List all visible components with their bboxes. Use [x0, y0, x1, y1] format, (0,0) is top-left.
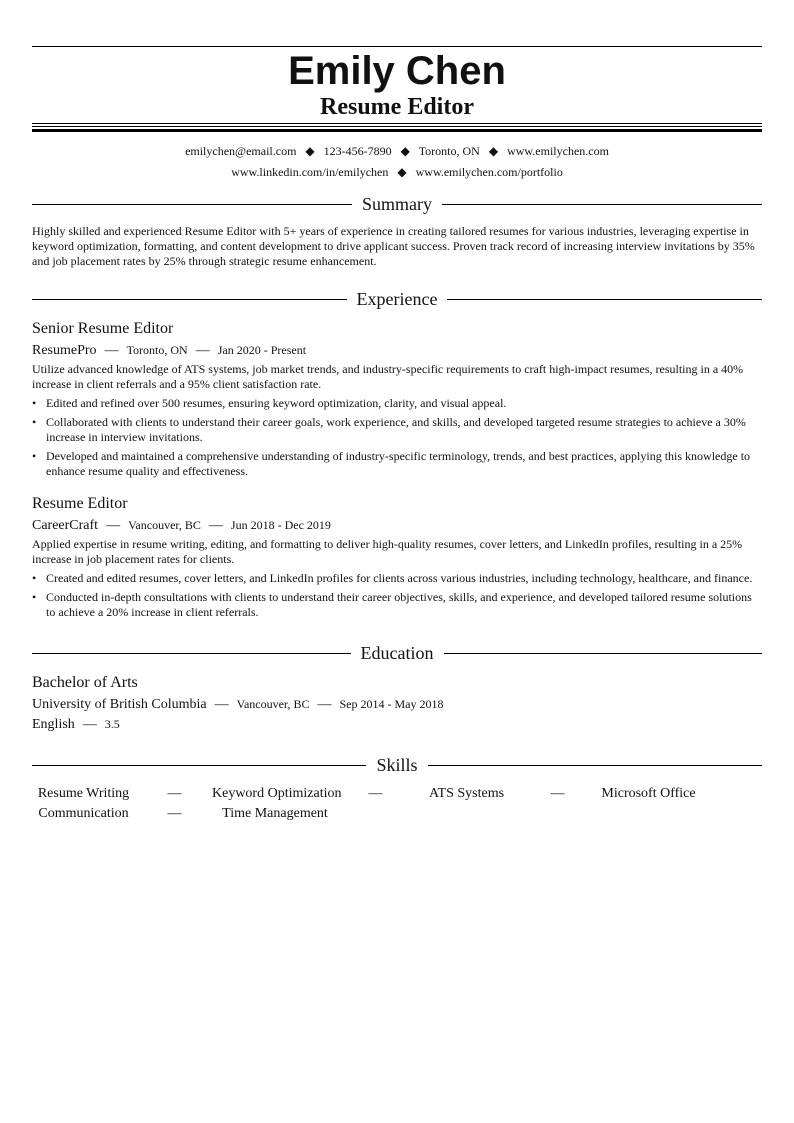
dash-separator: —	[167, 786, 182, 801]
section-rule	[32, 653, 351, 654]
major-meta	[32, 715, 120, 734]
phone-number: 123-456-7890	[323, 144, 392, 158]
job-dates: Jan 2020 - Present	[217, 343, 307, 357]
dash-separator: —	[208, 518, 223, 533]
bullet-text: Collaborated with clients to understand their career goals, work experience, and skills, and developed targeted resume strategies to achieve a 30% increase in interview invitations.	[46, 415, 746, 444]
bullet-item	[32, 415, 756, 445]
diamond-separator-icon: ◆	[305, 144, 315, 158]
dash-separator: —	[82, 717, 97, 732]
section-title: Skills	[376, 755, 418, 775]
skills-heading	[32, 753, 762, 777]
job-dates: Jun 2018 - Dec 2019	[230, 518, 331, 532]
degree: Bachelor of Arts	[32, 674, 138, 691]
bullet-text: Conducted in-depth consultations with clients to understand their career objectives, skills, and experience, and developed tailored resume solutions to achieve a 20% increase in client referrals.	[46, 590, 752, 619]
location: Toronto, ON	[418, 144, 480, 158]
school-dates: Sep 2014 - May 2018	[339, 697, 444, 711]
dash-separator: —	[195, 343, 210, 358]
job-title: Resume Editor	[32, 495, 128, 512]
job-bullets	[32, 571, 756, 624]
job-description: Utilize advanced knowledge of ATS systems, job market trends, and industry-specific requirements to craft high-impact resumes, resulting in a 40% increase in client referrals and a 95% client satisfaction rate.	[32, 362, 744, 391]
section-title: Experience	[356, 289, 438, 309]
dash-separator: —	[214, 697, 229, 712]
skill-item: Resume Writing	[37, 786, 130, 801]
dash-separator: —	[167, 806, 182, 821]
skills-grid	[30, 784, 730, 824]
header-rule	[32, 126, 762, 127]
bullet-text: Edited and refined over 500 resumes, ensuring keyword optimization, clarity, and visual appeal.	[46, 396, 507, 410]
major: English	[32, 717, 75, 732]
skills-row	[30, 804, 730, 824]
summary-heading	[32, 192, 762, 216]
section-rule	[428, 765, 762, 766]
school-location: Vancouver, BC	[236, 697, 310, 711]
bullet-item	[32, 571, 756, 586]
section-rule	[444, 653, 763, 654]
job-bullets	[32, 396, 756, 483]
diamond-separator-icon: ◆	[488, 144, 499, 158]
section-rule	[442, 204, 762, 205]
skills-row	[30, 784, 730, 804]
summary-text: Highly skilled and experienced Resume Editor with 5+ years of experience in creating tailored resumes for various industries, leveraging expertise in keyword optimization, formatting, and content development to drive applicant success. Proven track record of increasing interview invitations by 35% and job placement rates by 25% through strategic resume enhancement.	[32, 224, 755, 268]
job-location: Vancouver, BC	[128, 518, 201, 532]
diamond-separator-icon: ◆	[397, 165, 407, 179]
bullet-icon: •	[32, 590, 37, 604]
job-location: Toronto, ON	[126, 343, 188, 357]
experience-heading	[32, 287, 762, 311]
section-title: Education	[360, 643, 434, 663]
section-title: Summary	[362, 194, 432, 214]
job-title: Senior Resume Editor	[32, 320, 174, 337]
bullet-text: Developed and maintained a comprehensive understanding of industry-specific terminology, trends, and best practices, applying this knowledge to enhance resume quality and effectiveness.	[46, 449, 751, 478]
school-name: University of British Columbia	[32, 697, 207, 712]
top-rule	[32, 46, 762, 47]
contact-line-1	[32, 143, 762, 159]
portfolio-link[interactable]: www.emilychen.com/portfolio	[415, 165, 563, 179]
dash-separator: —	[550, 786, 565, 801]
candidate-name: Emily Chen	[288, 49, 506, 93]
candidate-title: Resume Editor	[320, 94, 474, 120]
skill-item: Keyword Optimization	[212, 786, 342, 801]
job-description: Applied expertise in resume writing, editing, and formatting to deliver high-quality resumes, cover letters, and LinkedIn profiles, resulting in a 25% increase in job placement rates for clients.	[32, 537, 743, 566]
website-link[interactable]: www.emilychen.com	[507, 144, 609, 158]
gpa: 3.5	[104, 717, 120, 731]
dash-separator: —	[368, 786, 383, 801]
bullet-item	[32, 396, 756, 411]
dash-separator: —	[104, 343, 119, 358]
header-rule	[32, 123, 762, 124]
dash-separator: —	[317, 697, 332, 712]
section-rule	[32, 765, 366, 766]
dash-separator: —	[106, 518, 121, 533]
company-name: CareerCraft	[32, 518, 99, 533]
skill-item: Time Management	[222, 806, 328, 821]
section-rule	[32, 204, 352, 205]
bullet-icon: •	[32, 415, 37, 429]
skill-item: Communication	[38, 806, 129, 821]
bullet-icon: •	[32, 571, 37, 585]
bullet-icon: •	[32, 449, 37, 463]
skill-item: ATS Systems	[428, 786, 505, 801]
job-meta	[32, 341, 306, 360]
section-rule	[32, 299, 347, 300]
header-rule	[32, 129, 762, 132]
bullet-item	[32, 590, 756, 620]
job-meta	[32, 516, 331, 535]
contact-line-2	[32, 164, 762, 180]
diamond-separator-icon: ◆	[400, 144, 410, 158]
bullet-text: Created and edited resumes, cover letters, and LinkedIn profiles for clients across various industries, including technology, healthcare, and finance.	[46, 571, 753, 585]
section-rule	[447, 299, 762, 300]
company-name: ResumePro	[32, 343, 97, 358]
school-meta	[32, 695, 443, 714]
bullet-item	[32, 449, 756, 479]
education-heading	[32, 641, 762, 665]
skill-item: Microsoft Office	[601, 786, 696, 801]
bullet-icon: •	[32, 396, 37, 410]
linkedin-link[interactable]: www.linkedin.com/in/emilychen	[231, 165, 389, 179]
email-link[interactable]: emilychen@email.com	[185, 144, 297, 158]
